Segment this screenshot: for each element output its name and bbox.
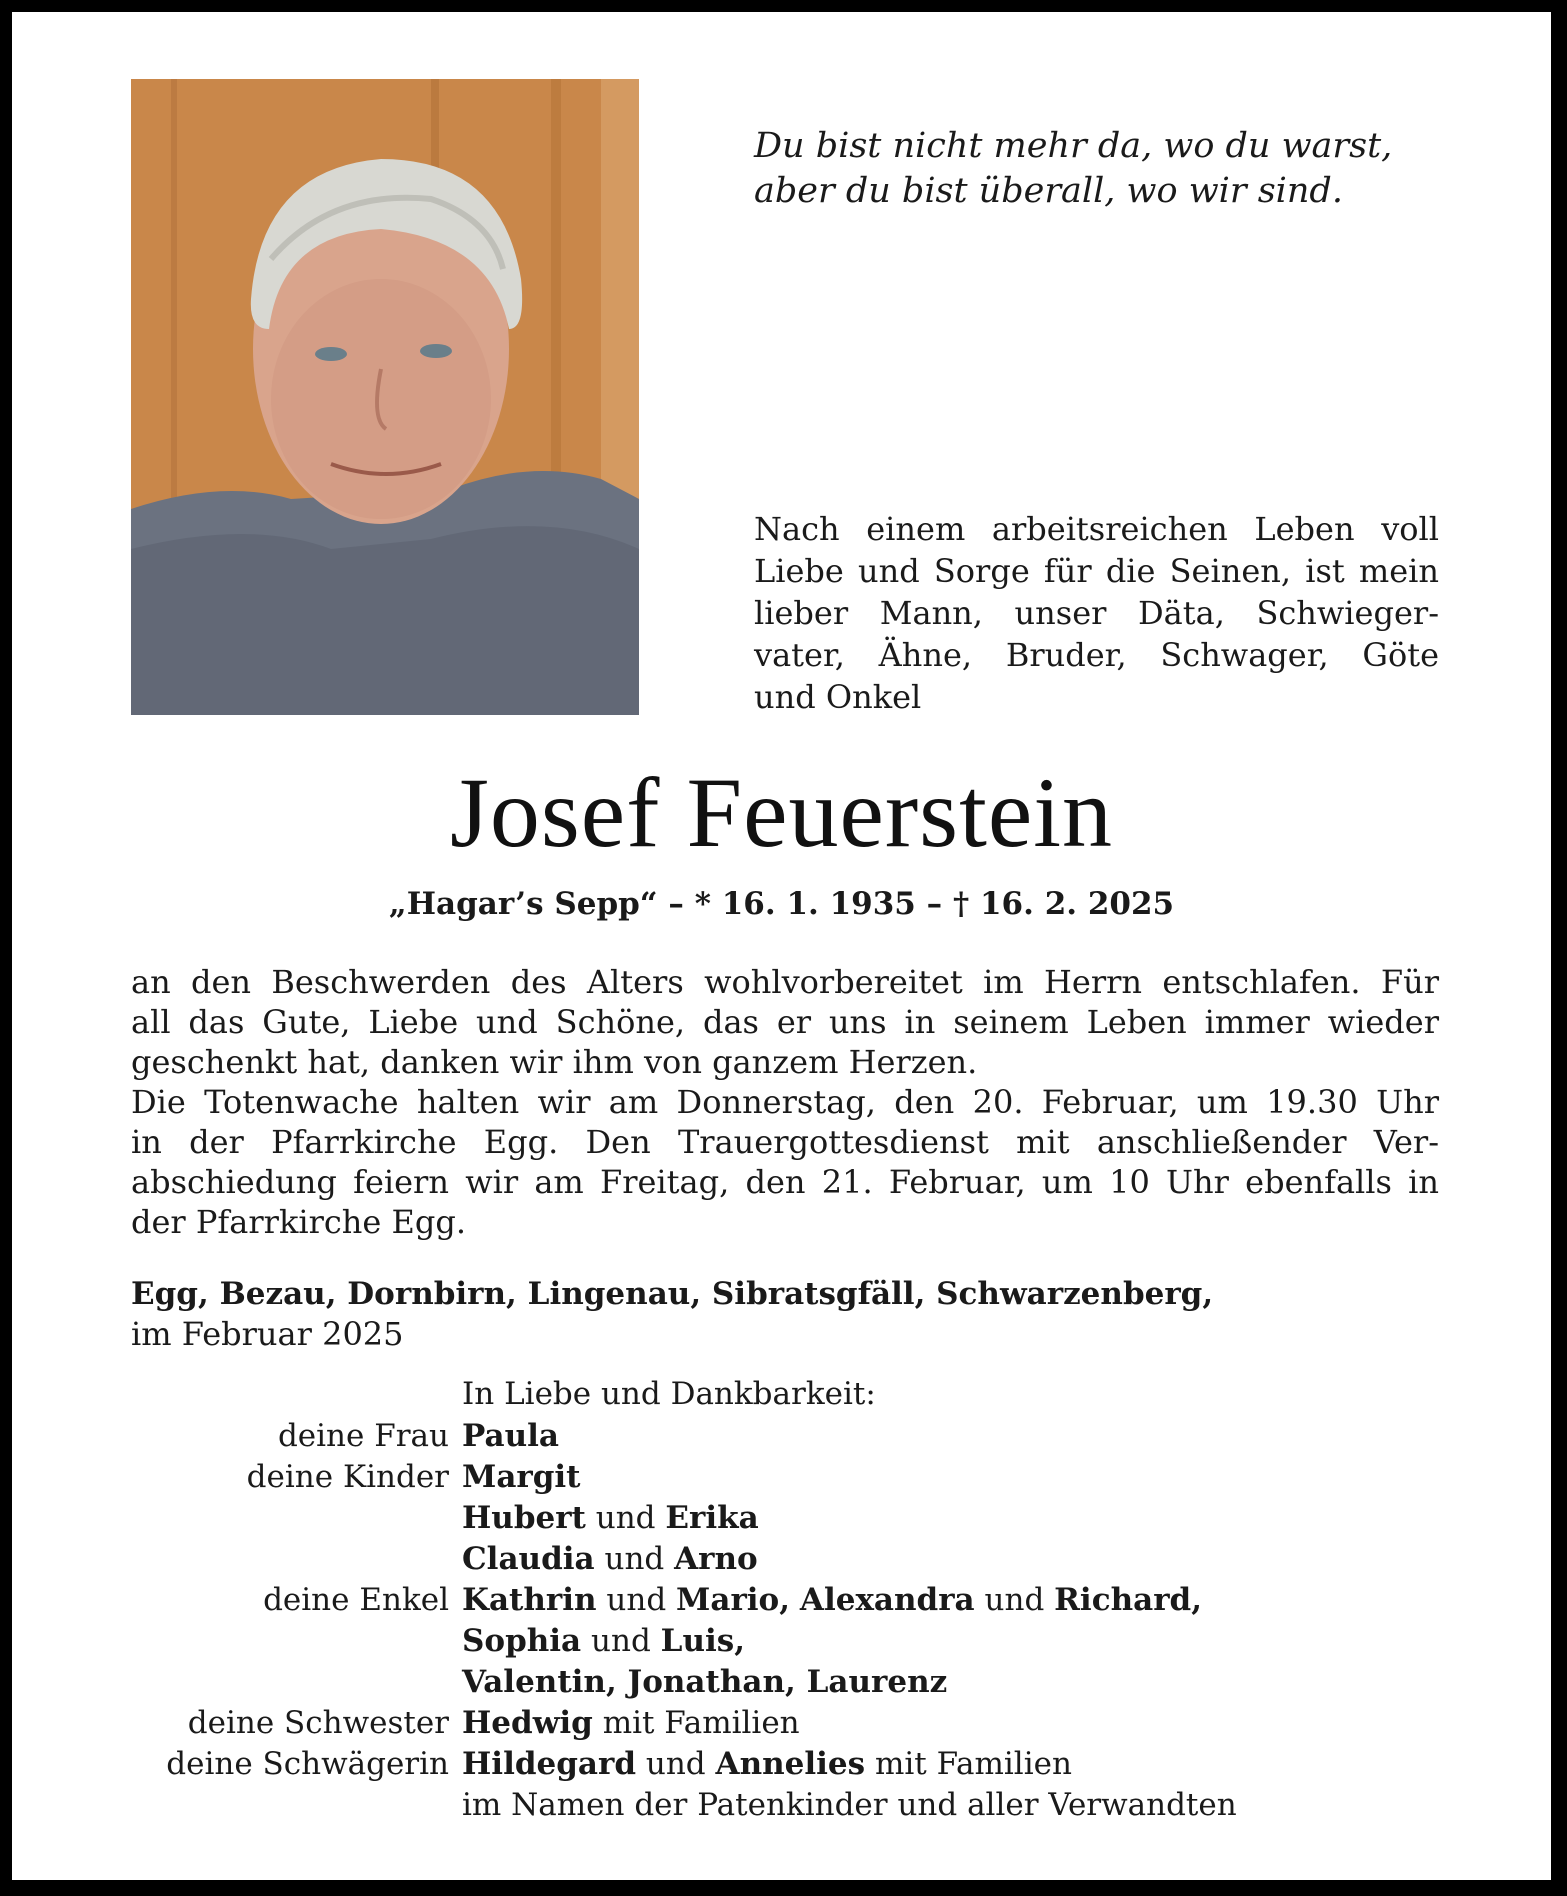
deceased-name: Josef Feuerstein: [449, 757, 1114, 868]
family-row: [12, 1416, 1551, 1457]
relation-names: [462, 1703, 800, 1744]
relation-label: deine Enkel: [263, 1582, 449, 1618]
body-line: geschenkt hat, danken wir ihm von ganzem Herzen.: [131, 1043, 978, 1081]
family-row: [12, 1580, 1551, 1621]
body-line: Die Totenwache halten wir am Donnerstag, den 20. Februar, um 19.30 Uhr: [131, 1083, 1439, 1121]
with-families: mit Familien: [602, 1705, 800, 1741]
towns-list: Egg, Bezau, Dornbirn, Lingenau, Sibratsgfäll, Schwarzenberg,: [131, 1276, 1214, 1312]
person-name: Sophia: [462, 1623, 582, 1659]
body-line: an den Beschwerden des Alters wohlvorbereitet im Herrn entschlafen. Für: [131, 963, 1439, 1001]
person-name: Hildegard: [462, 1746, 637, 1782]
relation-names: [462, 1498, 759, 1539]
relation-names: [462, 1416, 559, 1457]
conjunction: und: [591, 1623, 651, 1659]
intro-paragraph: [754, 508, 1439, 718]
person-name: Arno: [674, 1541, 758, 1577]
relation-label: deine Frau: [277, 1418, 449, 1454]
family-row: [12, 1703, 1551, 1744]
relation-names: [462, 1457, 581, 1498]
person-name: Claudia: [462, 1541, 595, 1577]
relation-label: deine Schwester: [187, 1705, 449, 1741]
motto-quote: [754, 124, 1474, 214]
motto-line: Du bist nicht mehr da, wo du warst,: [754, 126, 1393, 166]
person-name: Annelies: [715, 1746, 866, 1782]
portrait-photo: [131, 79, 639, 715]
intro-line: Liebe und Sorge für die Seinen, ist mein: [754, 552, 1439, 590]
person-name: Mario,: [676, 1582, 791, 1618]
person-name: Hedwig: [462, 1705, 593, 1741]
conjunction: und: [604, 1541, 665, 1577]
places-and-date: [131, 1274, 1439, 1354]
family-list: [12, 1416, 1551, 1826]
person-name: Paula: [462, 1418, 559, 1454]
person-name: Hubert: [462, 1500, 586, 1536]
person-name: Erika: [665, 1500, 759, 1536]
relation-names: [462, 1580, 1202, 1621]
thanks-line: In Liebe und Dankbarkeit:: [462, 1376, 876, 1412]
body-line: all das Gute, Liebe und Schöne, das er uns in seinem Leben immer wieder: [131, 1003, 1439, 1041]
obituary-page: [12, 12, 1551, 1880]
relation-names: [462, 1539, 758, 1580]
family-row: [12, 1662, 1551, 1703]
person-name: Valentin, Jonathan, Laurenz: [462, 1664, 948, 1700]
family-row: [12, 1498, 1551, 1539]
conjunction: und: [645, 1746, 706, 1782]
date-line: im Februar 2025: [131, 1315, 404, 1353]
body-line: der Pfarrkirche Egg.: [131, 1203, 466, 1241]
person-name: Luis,: [660, 1623, 746, 1659]
intro-line: vater, Ähne, Bruder, Schwager, Göte: [754, 636, 1439, 674]
nickname-and-dates: „Hagar’s Sepp“ – * 16. 1. 1935 – † 16. 2. 2025: [388, 886, 1175, 922]
family-row: [12, 1539, 1551, 1580]
family-row: [12, 1457, 1551, 1498]
person-name: Richard,: [1054, 1582, 1202, 1618]
body-line: abschiedung feiern wir am Freitag, den 21. Februar, um 10 Uhr ebenfalls in: [131, 1163, 1439, 1201]
person-name: Kathrin: [462, 1582, 597, 1618]
body-line: in der Pfarrkirche Egg. Den Trauergottesdienst mit anschließender Ver-: [131, 1123, 1439, 1161]
relation-names: [462, 1744, 1072, 1785]
closing-line: im Namen der Patenkinder und aller Verwandten: [462, 1787, 1237, 1823]
conjunction: und: [595, 1500, 656, 1536]
intro-line: lieber Mann, unser Däta, Schwieger-: [754, 594, 1439, 632]
conjunction: und: [984, 1582, 1045, 1618]
family-row: [12, 1621, 1551, 1662]
motto-line: aber du bist überall, wo wir sind.: [754, 171, 1343, 211]
family-row: [12, 1744, 1551, 1785]
portrait-illustration: [131, 79, 639, 715]
with-families: mit Familien: [874, 1746, 1072, 1782]
intro-line: Nach einem arbeitsreichen Leben voll: [754, 510, 1439, 548]
intro-line: und Onkel: [754, 678, 922, 716]
conjunction: und: [606, 1582, 667, 1618]
relation-label: deine Kinder: [246, 1459, 449, 1495]
relation-label: deine Schwägerin: [166, 1746, 449, 1782]
family-row: [12, 1785, 1551, 1826]
relation-names: [462, 1662, 947, 1703]
person-name: Alexandra: [799, 1582, 975, 1618]
relation-names: [462, 1621, 745, 1662]
person-name: Margit: [462, 1459, 581, 1495]
body-paragraph: [131, 962, 1439, 1242]
